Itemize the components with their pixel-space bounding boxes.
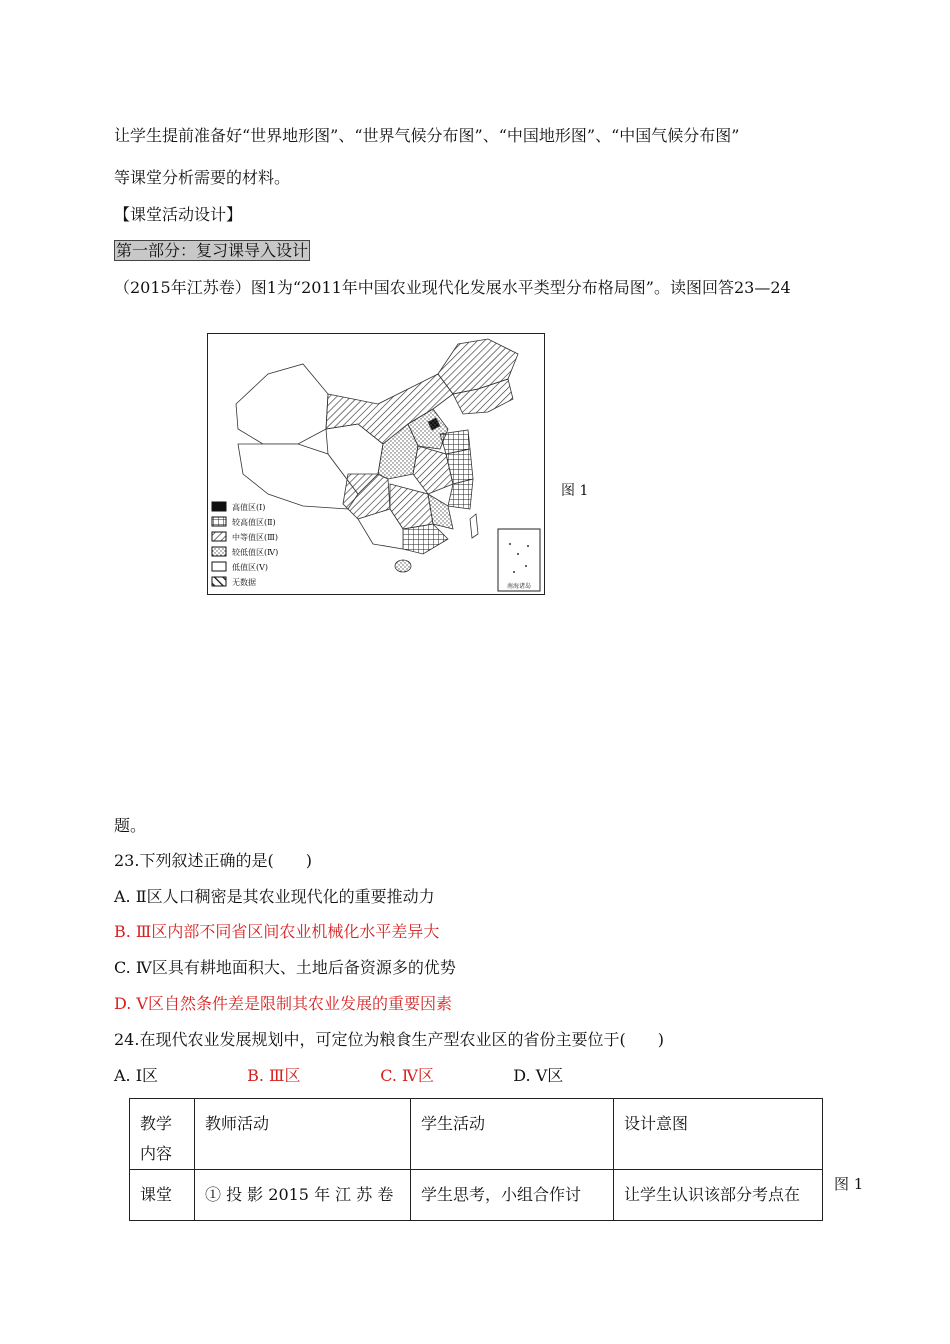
table-header-row bbox=[130, 1099, 823, 1170]
legend-label: 中等值区(Ⅲ) bbox=[232, 533, 278, 542]
china-agriculture-map bbox=[207, 333, 545, 595]
q24-option-a: A. Ⅰ区 bbox=[114, 1066, 159, 1085]
q23-option-c: C. Ⅳ区具有耕地面积大、土地后备资源多的优势 bbox=[114, 958, 456, 977]
q23-stem: 23.下列叙述正确的是( ) bbox=[114, 851, 312, 870]
question-intro: （2015年江苏卷）图1为“2011年中国农业现代化发展水平类型分布格局图”。读图回答23—24 bbox=[114, 278, 791, 297]
paragraph-line: 等课堂分析需要的材料。 bbox=[114, 168, 291, 187]
table-header-cell: 教学内容 bbox=[130, 1099, 195, 1170]
q24-option-b: B. Ⅲ区 bbox=[247, 1066, 301, 1085]
legend-label: 较低值区(Ⅳ) bbox=[232, 548, 279, 557]
table-header-cell: 设计意图 bbox=[614, 1099, 823, 1170]
q24-option-d: D. Ⅴ区 bbox=[513, 1066, 564, 1085]
question-intro-end: 题。 bbox=[114, 816, 147, 835]
q24-options bbox=[114, 1065, 563, 1087]
section-heading: 【课堂活动设计】 bbox=[114, 205, 243, 224]
table-cell: ① 投 影 2015 年 江 苏 卷 bbox=[195, 1170, 411, 1221]
table-header-cell: 教师活动 bbox=[195, 1099, 411, 1170]
part-heading-text: 第一部分：复习课导入设计 bbox=[116, 241, 309, 260]
q23-option-b: B. Ⅲ区内部不同省区间农业机械化水平差异大 bbox=[114, 922, 440, 941]
map-legend bbox=[212, 502, 278, 587]
inset-label: 南海诸岛 bbox=[507, 583, 532, 590]
q24-stem: 24.在现代农业发展规划中，可定位为粮食生产型农业区的省份主要位于( ) bbox=[114, 1030, 664, 1049]
legend-label: 较高值区(Ⅱ) bbox=[232, 518, 276, 527]
figure-label: 图 1 bbox=[561, 483, 589, 499]
table-cell: 课堂 bbox=[130, 1170, 195, 1221]
q24-option-c: C. Ⅳ区 bbox=[380, 1066, 435, 1085]
table-cell: 让学生认识该部分考点在 bbox=[614, 1170, 823, 1221]
table-side-label: 图 1 bbox=[834, 1175, 864, 1193]
q23-option-d: D. Ⅴ区自然条件差是限制其农业发展的重要因素 bbox=[114, 994, 452, 1013]
part-heading bbox=[114, 240, 310, 262]
lesson-table bbox=[129, 1098, 823, 1221]
table-cell: 学生思考，小组合作讨 bbox=[411, 1170, 614, 1221]
map-drawing bbox=[208, 334, 543, 593]
table-header-cell: 学生活动 bbox=[411, 1099, 614, 1170]
legend-label: 高值区(Ⅰ) bbox=[232, 503, 266, 512]
table-row bbox=[130, 1170, 823, 1221]
legend-label: 低值区(Ⅴ) bbox=[232, 563, 269, 572]
paragraph-line: 让学生提前准备好“世界地形图”、“世界气候分布图”、“中国地形图”、“中国气候分布图” bbox=[114, 126, 740, 145]
q23-option-a: A. Ⅱ区人口稠密是其农业现代化的重要推动力 bbox=[114, 887, 435, 906]
legend-label: 无数据 bbox=[232, 578, 256, 587]
